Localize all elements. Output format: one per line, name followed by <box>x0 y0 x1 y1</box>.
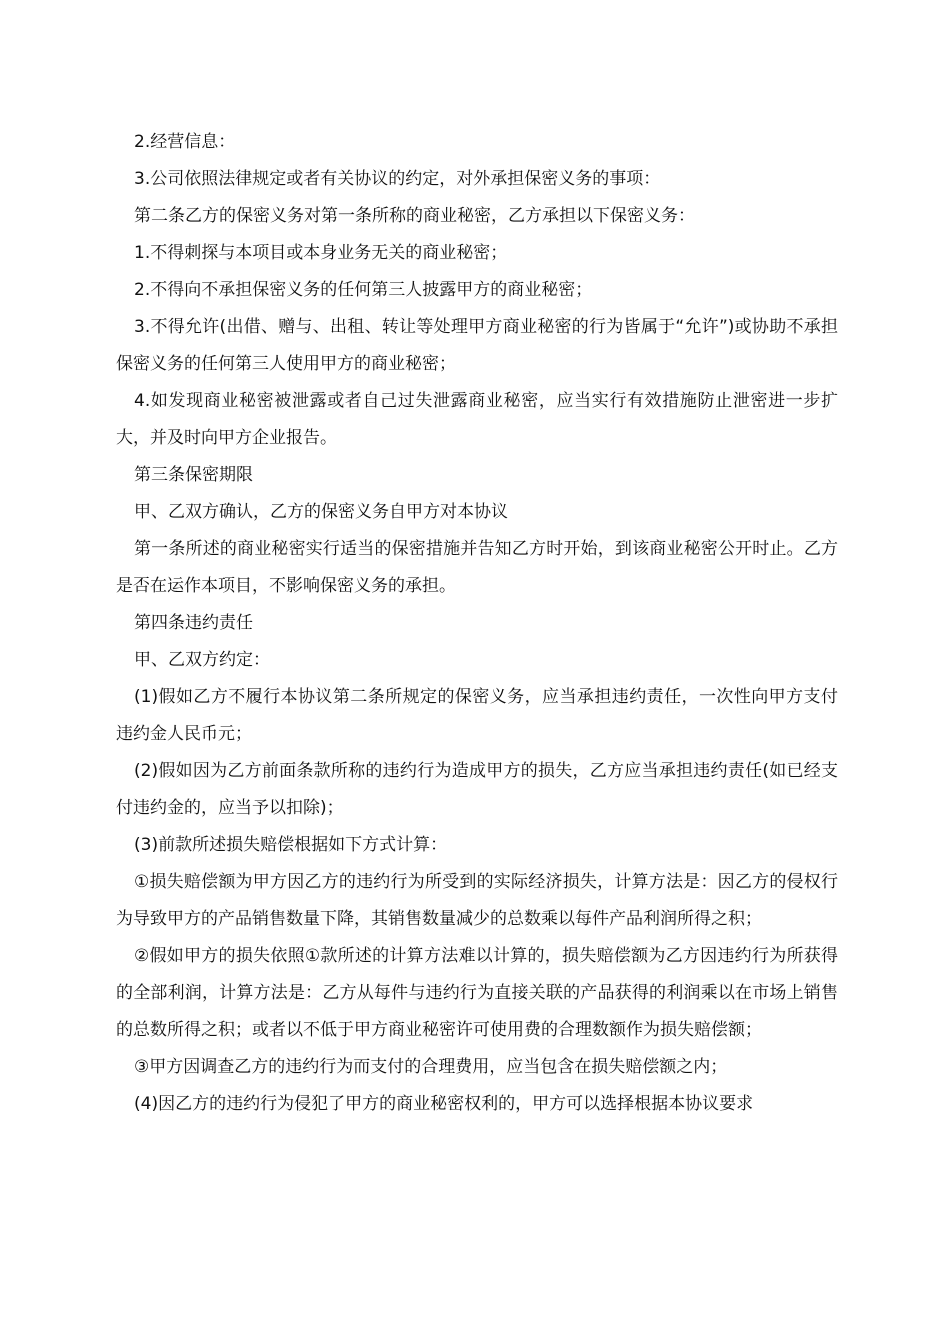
paragraph-article-2-item-3: 3.不得允许(出借、赠与、出租、转让等处理甲方商业秘密的行为皆属于“允许”)或协助不承担保密义务的任何第三人使用甲方的商业秘密； <box>116 317 838 374</box>
paragraph-confidential-obligations: 3.公司依照法律规定或者有关协议的约定，对外承担保密义务的事项： <box>134 169 661 189</box>
paragraph-article-4-item-1: (1)假如乙方不履行本协议第二条所规定的保密义务，应当承担违约责任，一次性向甲方支付违约金人民币元； <box>116 687 838 744</box>
paragraph-business-info: 2.经营信息： <box>134 132 236 152</box>
paragraph-article-4-item-3: (3)前款所述损失赔偿根据如下方式计算： <box>134 835 448 855</box>
paragraph-damages-method-3: ③甲方因调查乙方的违约行为而支付的合理费用，应当包含在损失赔偿额之内； <box>134 1057 728 1077</box>
document-body <box>116 124 838 1123</box>
paragraph-article-2: 第二条乙方的保密义务对第一条所称的商业秘密，乙方承担以下保密义务： <box>134 206 695 226</box>
paragraph-article-3-period: 第一条所述的商业秘密实行适当的保密措施并告知乙方时开始，到该商业秘密公开时止。乙方是否在运作本项目，不影响保密义务的承担。 <box>116 539 838 596</box>
paragraph-article-4-item-4: (4)因乙方的违约行为侵犯了甲方的商业秘密权利的，甲方可以选择根据本协议要求 <box>134 1094 754 1114</box>
paragraph-article-4-heading: 第四条违约责任 <box>134 613 253 633</box>
paragraph-article-4-item-2: (2)假如因为乙方前面条款所称的违约行为造成甲方的损失，乙方应当承担违约责任(如已经支付违约金的，应当予以扣除)； <box>116 761 838 818</box>
paragraph-article-2-item-4: 4.如发现商业秘密被泄露或者自己过失泄露商业秘密，应当实行有效措施防止泄密进一步扩大，并及时向甲方企业报告。 <box>116 391 838 448</box>
paragraph-article-2-item-1: 1.不得刺探与本项目或本身业务无关的商业秘密； <box>134 243 508 263</box>
paragraph-article-4-agreement: 甲、乙双方约定： <box>134 650 270 670</box>
paragraph-article-3-confirm: 甲、乙双方确认，乙方的保密义务自甲方对本协议 <box>134 502 508 522</box>
paragraph-damages-method-2: ②假如甲方的损失依照①款所述的计算方法难以计算的，损失赔偿额为乙方因违约行为所获得的全部利润，计算方法是：乙方从每件与违约行为直接关联的产品获得的利润乘以在市场上销售的总数所得之积；或者以不低于甲方商业秘密许可使用费的合理数额作为损失赔偿额； <box>116 946 838 1040</box>
paragraph-article-3-heading: 第三条保密期限 <box>134 465 253 485</box>
paragraph-article-2-item-2: 2.不得向不承担保密义务的任何第三人披露甲方的商业秘密； <box>134 280 593 300</box>
paragraph-damages-method-1: ①损失赔偿额为甲方因乙方的违约行为所受到的实际经济损失，计算方法是：因乙方的侵权行为导致甲方的产品销售数量下降，其销售数量减少的总数乘以每件产品利润所得之积； <box>116 872 838 929</box>
